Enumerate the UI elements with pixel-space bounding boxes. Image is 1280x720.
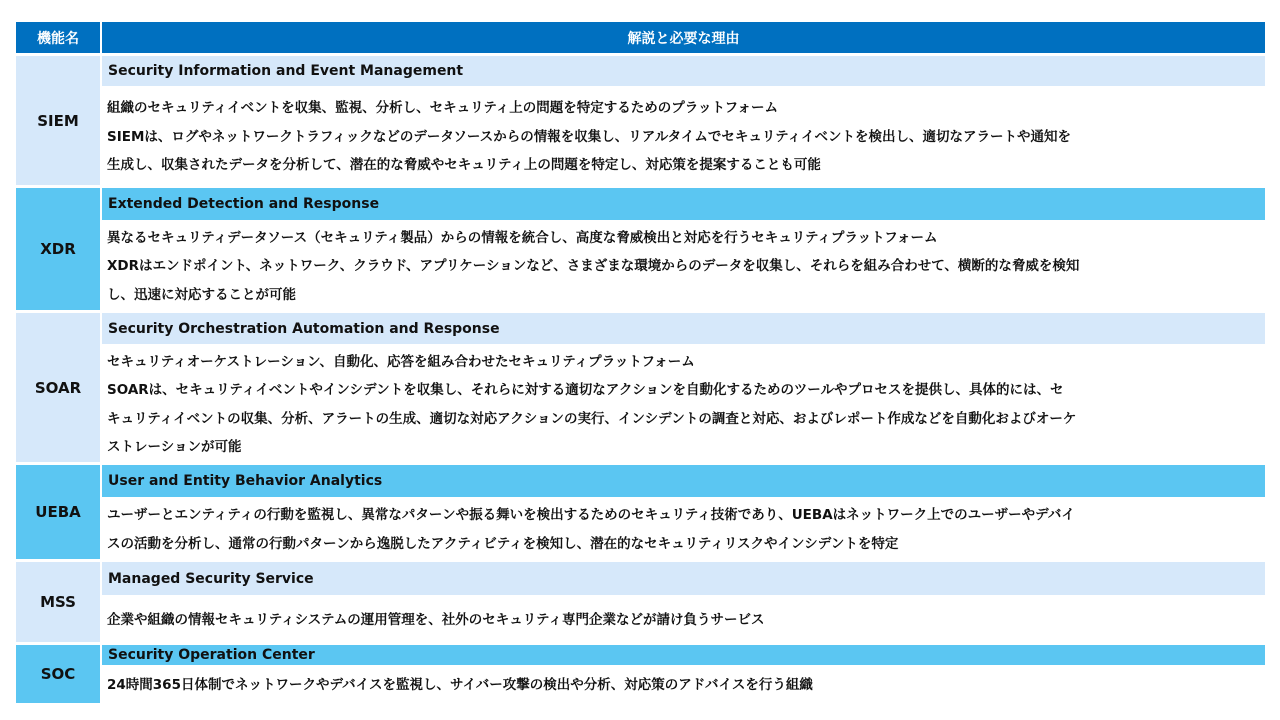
row-description-soar: [102, 347, 1265, 465]
description-line: 異なるセキュリティデータソース（セキュリティ製品）からの情報を統合し、高度な脅威検出と対応を行うセキュリティプラットフォーム: [107, 229, 938, 246]
table-row-siem-description: [16, 89, 1265, 188]
row-name-soc: SOC: [16, 645, 100, 706]
table-row-siem-subtitle: [16, 56, 1265, 89]
table-row-xdr-description: [16, 223, 1265, 313]
description-line: ユーザーとエンティティの行動を監視し、異常なパターンや振る舞いを検出するためのセキュリティ技術であり、UEBAはネットワーク上でのユーザーやデバイ: [107, 507, 1075, 523]
table-row-mss-subtitle: [16, 562, 1265, 598]
row-subtitle-ueba: User and Entity Behavior Analytics: [102, 465, 1265, 500]
row-subtitle-soc: Security Operation Center: [102, 645, 1265, 668]
row-subtitle-siem: Security Information and Event Management: [102, 56, 1265, 89]
table-row-soc-description: [16, 668, 1265, 706]
row-description-soc: [102, 668, 1265, 706]
row-name-ueba: UEBA: [16, 465, 100, 562]
table-row-xdr-subtitle: [16, 188, 1265, 223]
description-line: 組織のセキュリティイベントを収集、監視、分析し、セキュリティ上の問題を特定するためのプラットフォーム: [107, 100, 778, 117]
description-line: 企業や組織の情報セキュリティシステムの運用管理を、社外のセキュリティ専門企業などが請け負うサービス: [107, 611, 765, 628]
table-row-soar-subtitle: [16, 313, 1265, 347]
row-description-xdr: [102, 223, 1265, 313]
description-line: SIEMは、ログやネットワークトラフィックなどのデータソースからの情報を収集し、リアルタイムでセキュリティイベントを検出し、適切なアラートや通知を: [107, 128, 1072, 145]
table-row-ueba-description: [16, 500, 1265, 562]
row-name-soar: SOAR: [16, 313, 100, 465]
row-subtitle-xdr: Extended Detection and Response: [102, 188, 1265, 223]
table-row-mss-description: [16, 598, 1265, 645]
row-name-xdr: XDR: [16, 188, 100, 313]
description-line: セキュリティオーケストレーション、自動化、応答を組み合わせたセキュリティプラットフォーム: [107, 353, 695, 370]
row-name-siem: SIEM: [16, 56, 100, 188]
description-line: 24時間365日体制でネットワークやデバイスを監視し、サイバー攻撃の検出や分析、対応策のアドバイスを行う組織: [107, 677, 813, 694]
row-name-mss: MSS: [16, 562, 100, 645]
functions-table: [14, 22, 1267, 706]
description-line: 生成し、収集されたデータを分析して、潜在的な脅威やセキュリティ上の問題を特定し、対応策を提案することも可能: [107, 157, 821, 174]
table-row-ueba-subtitle: [16, 465, 1265, 500]
row-subtitle-soar: Security Orchestration Automation and Response: [102, 313, 1265, 347]
header-description: 解説と必要な理由: [102, 22, 1265, 56]
table-header-row: [16, 22, 1265, 56]
description-line: し、迅速に対応することが可能: [107, 286, 296, 303]
description-line: SOARは、セキュリティイベントやインシデントを収集し、それらに対する適切なアクションを自動化するためのツールやプロセスを提供し、具体的には、セ: [107, 382, 1064, 398]
table-row-soc-subtitle: [16, 645, 1265, 668]
description-line: キュリティイベントの収集、分析、アラートの生成、適切な対応アクションの実行、インシデントの調査と対応、およびレポート作成などを自動化およびオーケ: [107, 410, 1077, 427]
row-subtitle-mss: Managed Security Service: [102, 562, 1265, 598]
description-line: ストレーションが可能: [107, 439, 242, 455]
table-row-soar-description: [16, 347, 1265, 465]
description-line: XDRはエンドポイント、ネットワーク、クラウド、アプリケーションなど、さまざまな環境からのデータを収集し、それらを組み合わせて、横断的な脅威を検知: [107, 258, 1080, 275]
row-description-ueba: [102, 500, 1265, 562]
row-description-mss: [102, 598, 1265, 645]
description-line: スの活動を分析し、通常の行動パターンから逸脱したアクティビティを検知し、潜在的なセキュリティリスクやインシデントを特定: [107, 535, 899, 552]
row-description-siem: [102, 89, 1265, 188]
header-function-name: 機能名: [16, 22, 100, 56]
